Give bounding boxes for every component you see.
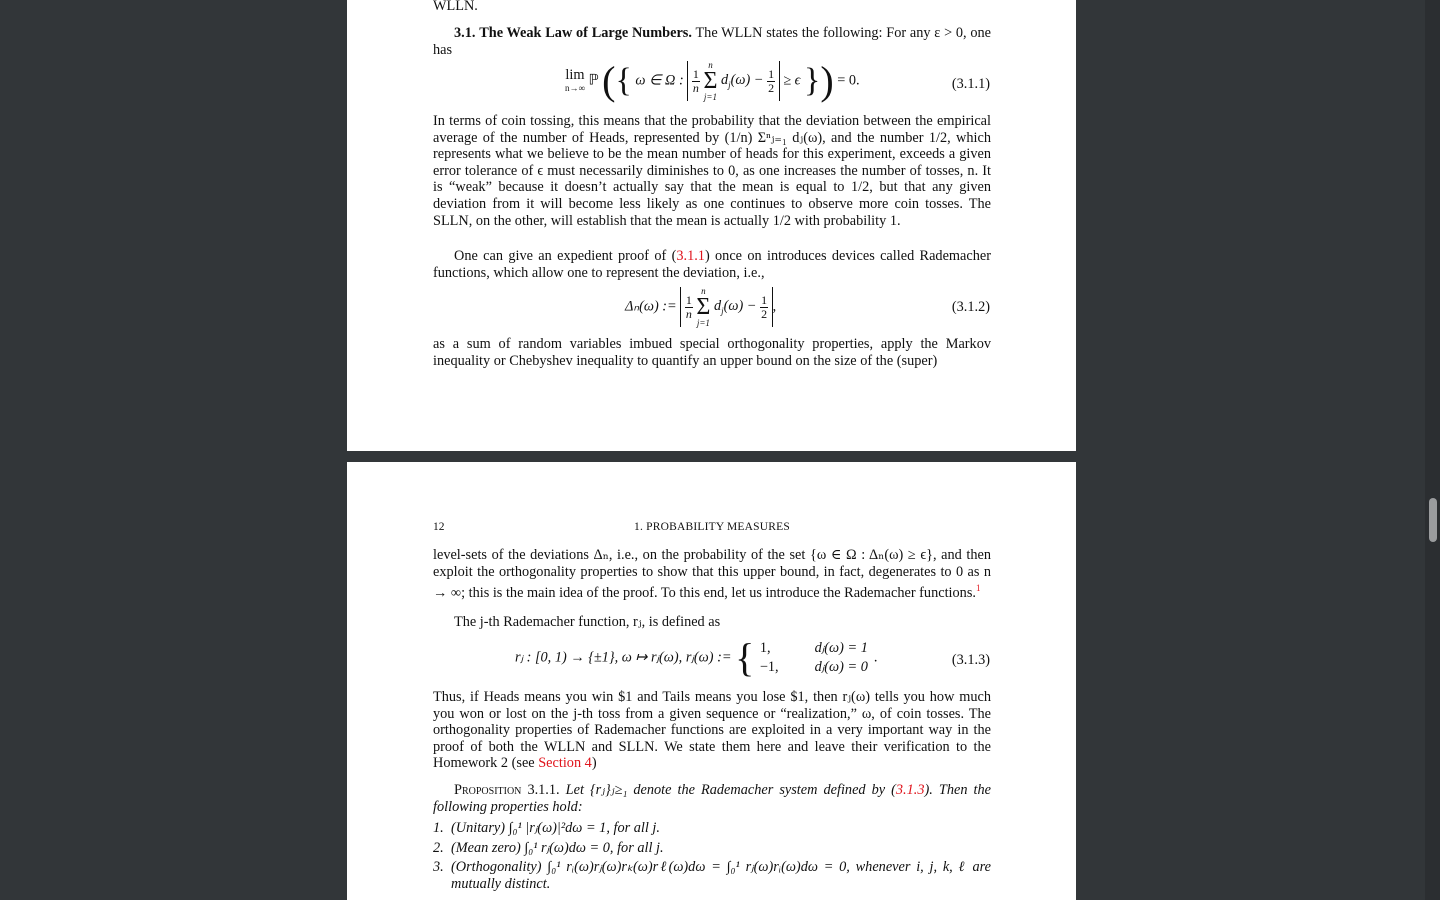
eq1-geq: ≥ ϵ	[783, 72, 801, 89]
paragraph-coin-tossing: In terms of coin tossing, this means that the probability that the deviation between the empirical average of the number of Heads, represented by (1/n) Σⁿⱼ₌₁ dⱼ(ω), and the number 1/2, which represents what we believe to be the mean number of heads for this experiment, exceeds a given error tolerance of ϵ must necessarily diminishes to 0, as one increases the number of tosses, n. It is “weak” because it doesn’t actually say that the mean is equal to 1/2, but that any given deviation from it will become less likely as one continues to observe more coin tosses. The SLLN, on the other, will establish that the mean is actually 1/2 with probability 1.	[433, 113, 991, 229]
section-intro	[433, 25, 991, 58]
eq2-lhs: Δₙ(ω) :=	[625, 298, 677, 315]
pdf-page-1	[347, 0, 1076, 451]
equation-3-1-1: lim n→∞ ℙ ({ ω ∈ Ω : $\frac{1}{n}$ n Σ j=1 $d_j(\omega)$ − $\frac{1}{2}$ ≥ ϵ }) = 0.	[565, 58, 860, 103]
ref-eq-3-1-3[interactable]: 3.1.3	[895, 782, 925, 798]
eq1-lim-sub: n→∞	[565, 82, 585, 93]
paragraph-jth-function: The j-th Rademacher function, rⱼ, is defined as	[454, 614, 721, 630]
footnote-marker[interactable]: 1	[975, 583, 981, 594]
eq1-rhs: = 0.	[837, 72, 860, 89]
section-number: 3.1.	[454, 25, 476, 41]
paragraph-markov: as a sum of random variables imbued special orthogonality properties, apply the Markov inequality or Chebyshev inequality to quantify an upper bound on the size of the (super)	[433, 336, 991, 369]
list-item: 1. (Unitary) ∫₀¹ |rⱼ(ω)|²dω = 1, for all j.	[433, 820, 660, 836]
eq1-lim: lim	[565, 66, 585, 83]
property-list	[433, 820, 991, 892]
scrollbar-thumb[interactable]	[1429, 498, 1437, 542]
section-intro-text: The WLLN states the following: For any ε > 0, one has	[433, 25, 992, 58]
equation-number-3-1-3: (3.1.3)	[951, 652, 990, 668]
equation-number-3-1-2: (3.1.2)	[951, 299, 990, 315]
list-item: 2. (Mean zero) ∫₀¹ rⱼ(ω)dω = 0, for all j.	[433, 839, 664, 856]
page-number: 12	[433, 521, 445, 533]
ref-section-4[interactable]: Section 4	[538, 755, 592, 772]
equation-3-1-2: Δₙ(ω) := $\frac{1}{n}$ n Σ j=1 $d_j(\omega)$ − $\frac{1}{2}$ ,	[625, 286, 777, 328]
proposition-label: Proposition 3.1.1.	[454, 782, 560, 798]
running-title: 1. PROBABILITY MEASURES	[634, 521, 790, 533]
vertical-scrollbar[interactable]	[1425, 0, 1440, 900]
pdf-page-2	[347, 462, 1076, 900]
eq3-lhs: rⱼ : [0, 1) → {±1}, ω ↦ rⱼ(ω), rⱼ(ω) :=	[515, 649, 732, 666]
top-fragment: WLLN.	[433, 0, 478, 14]
equation-number-3-1-1: (3.1.1)	[951, 76, 990, 92]
equation-3-1-3: rⱼ : [0, 1) → {±1}, ω ↦ rⱼ(ω), rⱼ(ω) := { 1, dⱼ(ω) = 1 −1, dⱼ(ω) = 0 .	[515, 635, 878, 680]
eq1-prob: ℙ	[588, 72, 599, 89]
paragraph-rademacher-intro: One can give an expedient proof of (3.1.1) once on introduces devices called Rademacher functions, which allow one to represent the deviation, i.e.,	[433, 248, 991, 281]
paragraph-level-sets: level-sets of the deviations Δₙ, i.e., on the probability of the set {ω ∈ Ω : Δₙ(ω) ≥ ϵ}, and then exploit the orthogonality properties to show that this upper bound, in fact, degenerates to 0 as n → ∞; this is the main idea of the proof. To this end, let us introduce the Rademacher functions.$^1$	[433, 547, 991, 601]
eq1-set: ω ∈ Ω :	[635, 72, 684, 89]
proposition-3-1-1: Proposition 3.1.1. Let {rⱼ}ⱼ≥₁ denote the Rademacher system defined by (3.1.3). Then the following properties hold:	[433, 782, 991, 815]
list-item: 3. (Orthogonality) ∫₀¹ rᵢ(ω)rⱼ(ω)rₖ(ω)rℓ(ω)dω = ∫₀¹ rⱼ(ω)rᵢ(ω)dω = 0, whenever i, j, k, ℓ are mutually distinct.	[433, 859, 991, 892]
ref-eq-3-1-1[interactable]: 3.1.1	[676, 248, 705, 264]
section-title: The Weak Law of Large Numbers.	[479, 25, 692, 41]
paragraph-heads-tails: Thus, if Heads means you win $1 and Tails means you lose $1, then rⱼ(ω) tells you how much you won or lost on the j-th toss from a given sequence or “realization,” ω, of coin tosses. The orthogonality properties of Rademacher functions are exploited in a very important way in the proof of both the WLLN and SLLN. We state them here and leave their verification to the Homework 2 (see Section 4)	[433, 689, 991, 772]
